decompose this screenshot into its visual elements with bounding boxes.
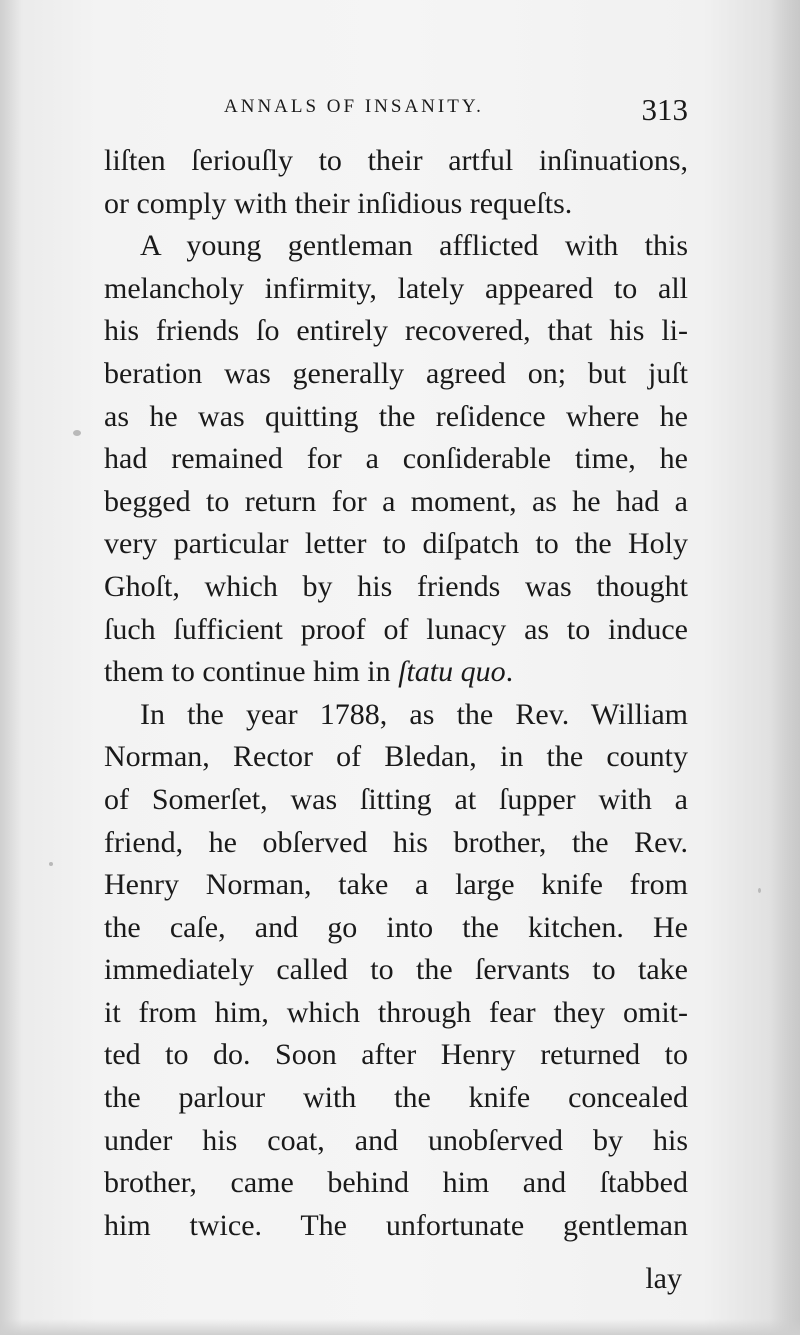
text-line: as he was quitting the reſidence where he xyxy=(104,399,688,433)
text-line: Ghoſt, which by his friends was thought xyxy=(104,569,688,603)
text-line: A young gentleman afflicted with this xyxy=(140,229,688,263)
text-line: them to continue him in ſtatu quo. xyxy=(104,655,514,689)
catchword: lay xyxy=(645,1262,682,1295)
text-line: had remained for a conſiderable time, he xyxy=(104,442,688,476)
text-line: the caſe, and go into the kitchen. He xyxy=(104,910,688,944)
paper-speck xyxy=(758,888,761,893)
text-line: Norman, Rector of Bledan, in the county xyxy=(104,740,688,774)
paper-speck xyxy=(73,430,81,436)
body-text xyxy=(104,140,688,1247)
page-number: 313 xyxy=(641,92,688,127)
text-line: begged to return for a moment, as he had a xyxy=(104,484,688,518)
text-line: melancholy infirmity, lately appeared to all xyxy=(104,271,688,305)
text-line: liſten ſeriouſly to their artful inſinuations, xyxy=(104,144,688,177)
running-head: ANNALS OF INSANITY. xyxy=(224,96,484,117)
text-line: it from him, which through fear they omit- xyxy=(104,995,688,1029)
text-line: of Somerſet, was ſitting at ſupper with a xyxy=(104,782,688,816)
text-line: immediately called to the ſervants to take xyxy=(104,953,688,987)
text-line: Henry Norman, take a large knife from xyxy=(104,868,688,902)
text-line: ſuch ſufficient proof of lunacy as to induce xyxy=(104,612,688,646)
page-right-shadow xyxy=(770,0,800,1335)
text-line: very particular letter to diſpatch to the Holy xyxy=(104,527,688,561)
page-left-shadow xyxy=(0,0,22,1335)
page-bottom-shadow xyxy=(0,1319,800,1335)
text-line: his friends ſo entirely recovered, that his li- xyxy=(104,314,688,348)
text-line: brother, came behind him and ſtabbed xyxy=(104,1166,688,1200)
text-line: friend, he obſerved his brother, the Rev. xyxy=(104,825,688,859)
text-line: beration was generally agreed on; but juſt xyxy=(104,356,688,390)
text-line: ted to do. Soon after Henry returned to xyxy=(104,1038,688,1072)
page-header xyxy=(104,92,688,132)
text-line: the parlour with the knife concealed xyxy=(104,1081,688,1115)
text-line: In the year 1788, as the Rev. William xyxy=(140,697,688,731)
text-line: or comply with their inſidious requeſts. xyxy=(104,186,573,220)
text-line: under his coat, and unobſerved by his xyxy=(104,1123,688,1157)
text-line: him twice. The unfortunate gentleman xyxy=(104,1208,688,1242)
paper-speck xyxy=(49,862,53,866)
